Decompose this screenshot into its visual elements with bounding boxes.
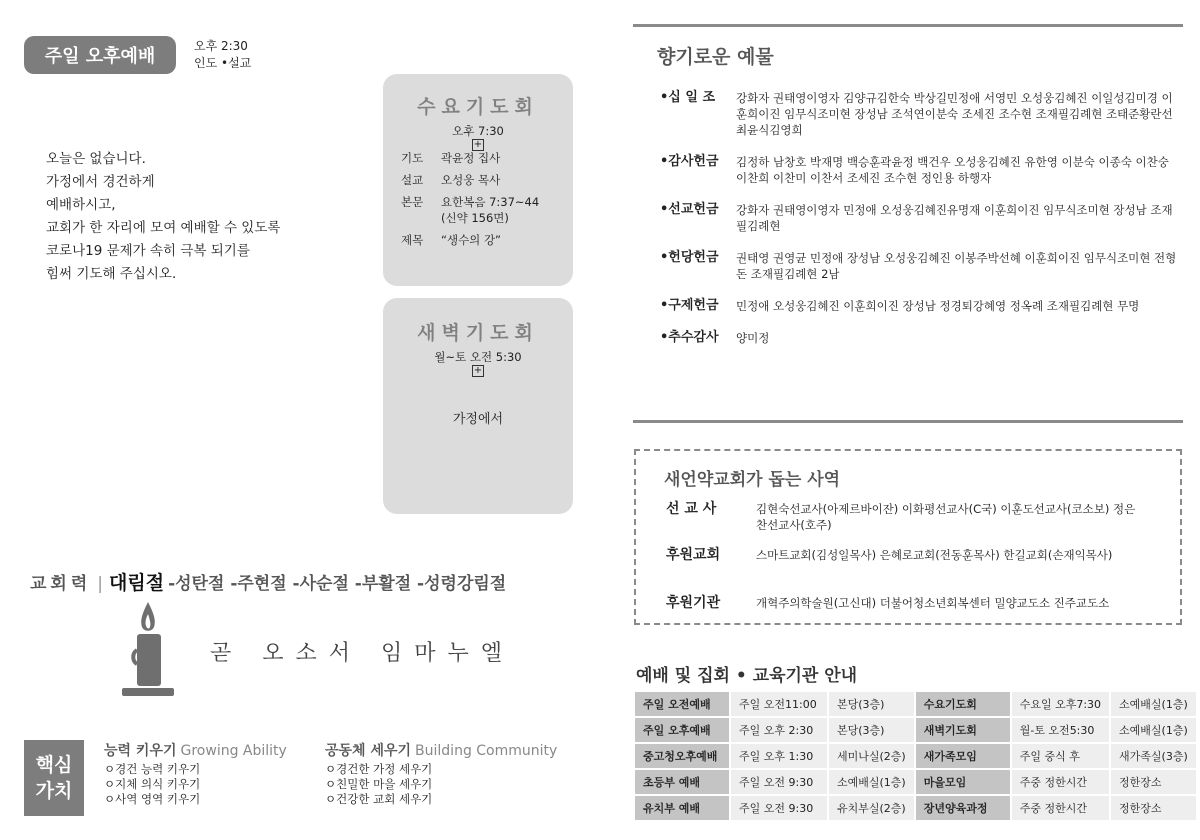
offering-row (660, 298, 1180, 314)
offering-label: •구제헌금 (660, 298, 719, 313)
schedule-cell: 유치부 예배 (635, 796, 729, 820)
offering-names: 강화자 권태영이영자 민정애 오성웅김혜진유명재 이훈희이진 임무식조미현 장성남 조재필김례현 (736, 203, 1173, 233)
mission-box (634, 449, 1182, 625)
offering-names: 권태영 권영균 민정애 장성남 오성웅김혜진 이봉주박선혜 이훈희이진 임무식조미현 전형돈 조재필김례현 2남 (736, 251, 1177, 281)
detail-row (401, 232, 539, 248)
offering-row (660, 330, 1180, 346)
schedule-cell: 본당(3층) (829, 692, 914, 716)
schedule-cell: 장년양육과정 (916, 796, 1010, 820)
core-value-growing-ability (104, 744, 287, 807)
offerings-list (660, 90, 1180, 362)
offering-row (660, 202, 1180, 234)
plus-box-icon: + (473, 139, 483, 150)
mission-text: 스마트교회(김성일목사) 은혜로교회(전동훈목사) 한길교회(손재익목사) (756, 548, 1113, 562)
schedule-cell: 주중 정한시간 (1012, 796, 1109, 820)
table-row (635, 692, 1196, 716)
schedule-cell: 주중 정한시간 (1012, 770, 1109, 794)
notice-line: 힘써 기도해 주십시오. (46, 266, 177, 282)
core-value-item: ㅇ경건한 가정 세우기 (325, 762, 433, 776)
wednesday-prayer-card (383, 74, 573, 286)
wednesday-prayer-details (401, 150, 539, 254)
detail-value: 요한복음 7:37~44 (신약 156면) (441, 195, 540, 225)
notice-text (46, 148, 280, 286)
core-value-item: ㅇ경건 능력 키우기 (104, 762, 201, 776)
offering-row (660, 90, 1180, 138)
mission-row (666, 501, 1136, 533)
schedule-title: 예배 및 집회 • 교육기관 안내 (636, 666, 858, 686)
detail-key: 본문 (401, 195, 424, 209)
schedule-cell: 주일 오전11:00 (731, 692, 827, 716)
schedule-table (633, 690, 1198, 822)
core-value-korean: 공동체 세우기 (325, 743, 412, 759)
offering-label: •추수감사 (660, 330, 719, 345)
table-row (635, 744, 1196, 768)
notice-line: 가정에서 경건하게 (46, 174, 155, 190)
detail-row (401, 194, 539, 226)
core-value-korean: 능력 키우기 (104, 743, 177, 759)
table-row (635, 770, 1196, 794)
core-value-item: ㅇ사역 영역 키우기 (104, 792, 201, 806)
offering-row (660, 250, 1180, 282)
offering-label: •선교헌금 (660, 202, 719, 217)
wednesday-prayer-title: 수요기도회 (417, 96, 539, 118)
offering-label: •십 일 조 (660, 90, 716, 105)
core-value-english: Growing Ability (180, 743, 287, 759)
mission-label: 후원기관 (666, 595, 721, 611)
core-value-item: ㅇ친밀한 마을 세우기 (325, 777, 433, 791)
plus-box-icon: + (473, 365, 483, 376)
dawn-prayer-time: 월~토 오전 5:30 (434, 350, 522, 364)
mission-label: 후원교회 (666, 547, 721, 563)
detail-key: 설교 (401, 173, 424, 187)
sunday-afternoon-detail: 인도 •설교 (194, 56, 252, 70)
schedule-cell: 마을모임 (916, 770, 1010, 794)
mission-label: 선 교 사 (666, 501, 717, 517)
offerings-title: 향기로운 예물 (657, 46, 774, 68)
schedule-cell: 중고청오후예배 (635, 744, 729, 768)
schedule-cell: 주일 오전 9:30 (731, 770, 827, 794)
mission-row (666, 547, 1136, 563)
offering-names: 양미정 (736, 331, 770, 345)
divider (633, 420, 1183, 423)
core-value-building-community (325, 744, 557, 807)
schedule-cell: 주일 오후예배 (635, 718, 729, 742)
core-value-item: ㅇ건강한 교회 세우기 (325, 792, 433, 806)
schedule-cell: 소예배실(1층) (1111, 718, 1196, 742)
schedule-cell: 주일 오전 9:30 (731, 796, 827, 820)
notice-line: 오늘은 없습니다. (46, 151, 146, 167)
notice-line: 예배하시고, (46, 197, 116, 213)
offering-label: •헌당헌금 (660, 250, 719, 265)
core-value-heading (104, 744, 287, 759)
dawn-prayer-title: 새벽기도회 (417, 322, 539, 344)
wednesday-prayer-time: 오후 7:30 (452, 124, 504, 138)
offering-row (660, 154, 1180, 186)
schedule-cell: 정한장소 (1111, 770, 1196, 794)
schedule-cell: 새가족실(3층) (1111, 744, 1196, 768)
divider (633, 24, 1183, 27)
schedule-cell: 새벽기도회 (916, 718, 1010, 742)
sunday-afternoon-badge: 주일 오후예배 (24, 36, 176, 74)
dawn-prayer-card (383, 298, 573, 514)
mission-row (666, 595, 1136, 611)
schedule-cell: 세미나실(2층) (829, 744, 914, 768)
detail-value: “생수의 강” (441, 233, 502, 247)
core-value-english: Building Community (415, 743, 558, 759)
core-values-badge (24, 740, 84, 816)
mission-text: 개혁주의학술원(고신대) 더불어청소년회복센터 밀양교도소 진주교도소 (756, 596, 1110, 610)
detail-row (401, 150, 539, 166)
church-calendar (30, 568, 506, 595)
detail-row (401, 172, 539, 188)
calendar-label: 교회력 (30, 574, 92, 594)
table-row (635, 796, 1196, 820)
schedule-cell: 월-토 오전5:30 (1012, 718, 1109, 742)
notice-line: 교회가 한 자리에 모여 예배할 수 있도록 (46, 220, 281, 236)
core-value-heading (325, 744, 557, 759)
schedule-cell: 주일 오전예배 (635, 692, 729, 716)
calendar-current-season: 대림절 (109, 572, 165, 594)
detail-key: 기도 (401, 151, 424, 165)
sunday-afternoon-info (194, 38, 251, 72)
dawn-prayer-place: 가정에서 (452, 412, 504, 427)
offering-names: 민정애 오성웅김혜진 이훈희이진 장성남 정경퇴강혜영 정옥례 조재필김례현 무명 (736, 299, 1140, 313)
schedule-cell: 정한장소 (1111, 796, 1196, 820)
schedule-cell: 소예배실(1층) (1111, 692, 1196, 716)
offering-names: 김정하 남창호 박재명 백승훈곽윤정 백건우 오성웅김혜진 유한영 이분숙 이종숙 이찬숭 이찬희 이찬미 이찬서 조세진 조수현 정인용 하행자 (736, 155, 1169, 185)
schedule-cell: 주일 오후 1:30 (731, 744, 827, 768)
candle-icon (118, 600, 178, 700)
offering-names: 강화자 권태영이영자 김양규김한숙 박상길민정애 서영민 오성웅김혜진 이일성김미경 이훈희이진 임무식조미현 장성남 조석연이분숙 조세진 조수현 조재필김례현 조태준황란선 최윤식김영희 (736, 91, 1173, 137)
schedule-cell: 수요기도회 (916, 692, 1010, 716)
notice-line: 코로나19 문제가 속히 극복 되기를 (46, 243, 250, 259)
core-value-item: ㅇ지체 의식 키우기 (104, 777, 201, 791)
core-badge-line: 핵심 (35, 754, 73, 776)
core-badge-line: 가치 (35, 780, 73, 802)
detail-value: 곽윤정 집사 (441, 151, 501, 165)
schedule-cell: 주일 중식 후 (1012, 744, 1109, 768)
sunday-afternoon-time: 오후 2:30 (194, 39, 248, 53)
calendar-separator: | (97, 574, 104, 594)
schedule-cell: 초등부 예배 (635, 770, 729, 794)
schedule-cell: 수요일 오후7:30 (1012, 692, 1109, 716)
offering-label: •감사헌금 (660, 154, 719, 169)
table-row (635, 718, 1196, 742)
emmanuel-text: 곧 오소서 임마누엘 (210, 641, 515, 666)
calendar-upcoming-seasons: -성탄절 -주현절 -사순절 -부활절 -성령강림절 (168, 574, 507, 594)
detail-value: 오성웅 목사 (441, 173, 501, 187)
schedule-cell: 소예배실(1층) (829, 770, 914, 794)
mission-title: 새언약교회가 돕는 사역 (664, 470, 841, 490)
schedule-cell: 본당(3층) (829, 718, 914, 742)
schedule-cell: 주일 오후 2:30 (731, 718, 827, 742)
detail-key: 제목 (401, 233, 424, 247)
mission-text: 김현숙선교사(아제르바이잔) 이화평선교사(C국) 이훈도선교사(코소보) 정은찬선교사(호주) (756, 502, 1136, 532)
schedule-cell: 새가족모임 (916, 744, 1010, 768)
schedule-cell: 유치부실(2층) (829, 796, 914, 820)
